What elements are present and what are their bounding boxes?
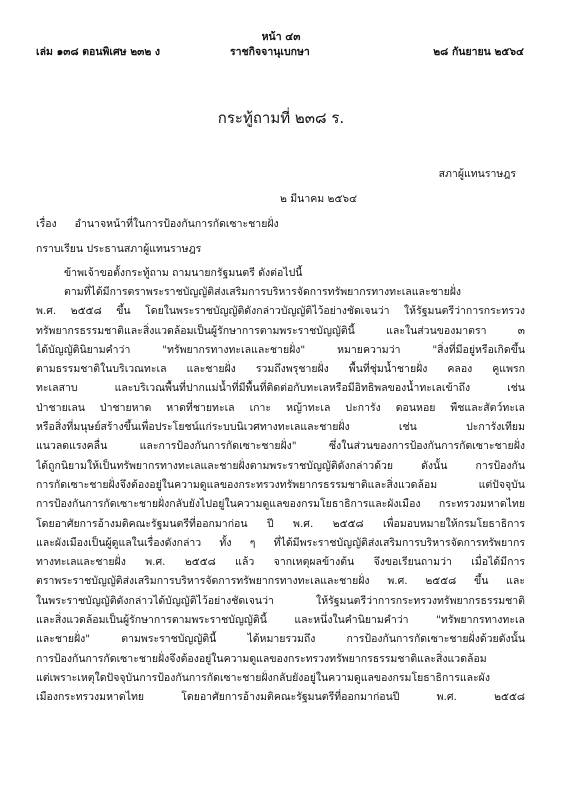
volume-issue: เล่ม ๑๓๘ ตอนพิเศษ ๒๓๒ ง — [36, 46, 161, 58]
body-line: ทะเลสาบ และบริเวณพื้นที่ปากแม่น้ำที่มีพื้นที่ติดต่อกับทะเลหรือมีอิทธิพลของน้ำทะเลเข้าถึง เช่น — [36, 382, 525, 395]
body-line: และสิ่งแวดล้อมเป็นผู้รักษาการตามพระราชบัญญัตินี้ และหนึ่งในคำนิยามคำว่า "ทรัพยากรทางทะเล — [36, 614, 525, 627]
salutation: กราบเรียน ประธานสภาผู้แทนราษฎร — [36, 243, 202, 255]
body-line: การป้องกันการกัดเซาะชายฝั่งจึงต้องอยู่ในความดูแลของกระทรวงทรัพยากรธรรมชาติและสิ่งแวดล้อม — [36, 652, 487, 665]
body-line: การป้องกันการกัดเซาะชายฝั่งกลับยังไปอยู่ในความดูแลของกรมโยธาธิการและผังเมือง กระทรวงมหาดไทย — [36, 498, 525, 511]
body-line: ตามธรรมชาติในบริเวณทะเล และชายฝั่ง รวมถึงพรุชายฝั่ง พื้นที่ชุ่มน้ำชายฝั่ง คลอง คูแพรก — [36, 363, 525, 376]
subject-line — [36, 215, 279, 232]
body-line: เมืองกระทรวงมหาดไทย โดยอาศัยการอ้างมติคณะรัฐมนตรีที่ออกมาก่อนปี พ.ศ. ๒๕๕๘ — [36, 691, 525, 704]
intro-paragraph: ข้าพเจ้าขอตั้งกระทู้ถาม ถามนายกรัฐมนตรี ดังต่อไปนี้ — [64, 267, 303, 279]
body-line: ได้บัญญัตินิยามคำว่า "ทรัพยากรทางทะเลและชายฝั่ง" หมายความว่า "สิ่งที่มีอยู่หรือเกิดขึ้น — [36, 343, 525, 356]
sender: สภาผู้แทนราษฎร — [438, 168, 516, 180]
body-line: หรือสิ่งที่มนุษย์สร้างขึ้นเพื่อประโยชน์แก่ระบบนิเวศทางทะเลและชายฝั่ง เช่น ปะการังเทียม — [36, 421, 525, 434]
body-line: พ.ศ. ๒๕๕๘ ขึ้น โดยในพระราชบัญญัติดังกล่าวบัญญัติไว้อย่างชัดเจนว่า ให้รัฐมนตรีว่าการกระทรวง — [36, 305, 525, 318]
body-line: ตามที่ได้มีการตราพระราชบัญญัติส่งเสริมการบริหารจัดการทรัพยากรทางทะเลและชายฝั่ง — [64, 286, 462, 298]
body-line: ในพระราชบัญญัติดังกล่าวได้บัญญัติไว้อย่างชัดเจนว่า ให้รัฐมนตรีว่าการกระทรวงทรัพยากรธรรมชาติ — [36, 594, 525, 607]
body-line: แต่เพราะเหตุใดปัจจุบันการป้องกันการกัดเซาะชายฝั่งกลับยังอยู่ในความดูแลของกรมโยธาธิการและผัง — [36, 671, 490, 684]
body-line: การกัดเซาะชายฝั่งจึงต้องอยู่ในความดูแลของกระทรวงทรัพยากรธรรมชาติและสิ่งแวดล้อม แต่ปัจจุบัน — [36, 478, 525, 491]
document-date: ๒ มีนาคม ๒๕๖๔ — [280, 193, 358, 205]
body-line: ได้ถูกนิยามให้เป็นทรัพยากรทางทะเลและชายฝั่งตามพระราชบัญญัติดังกล่าวด้วย ดังนั้น การป้องกัน — [36, 459, 525, 472]
body-line: ทางทะเลและชายฝั่ง พ.ศ. ๒๕๕๘ แล้ว จากเหตุผลข้างต้น จึงขอเรียนถามว่า เมื่อได้มีการ — [36, 556, 525, 569]
body-line: ป่าชายเลน ป่าชายหาด หาดที่ชายทะเล เกาะ หญ้าทะเล ปะการัง ดอนหอย พืชและสัตว์ทะเล — [36, 401, 525, 414]
subject-label: เรื่อง — [36, 218, 57, 230]
body-line: และผังเมืองเป็นผู้ดูแลในเรื่องดังกล่าว ทั้ง ๆ ที่ได้มีพระราชบัญญัติส่งเสริมการบริหารจัดการทรัพยากร — [36, 536, 525, 549]
subject-text: อำนาจหน้าที่ในการป้องกันการกัดเซาะชายฝั่ง — [74, 218, 279, 230]
body-line: ทรัพยากรธรรมชาติและสิ่งแวดล้อมเป็นผู้รักษาการตามพระราชบัญญัตินี้ และในส่วนของมาตรา ๓ — [36, 324, 525, 337]
gazette-date: ๒๘ กันยายน ๒๕๖๔ — [433, 46, 524, 58]
document-title: กระทู้ถามที่ ๒๓๘ ร. — [217, 109, 345, 127]
body-paragraph — [36, 283, 525, 708]
body-line: ตราพระราชบัญญัติส่งเสริมการบริหารจัดการทรัพยากรทางทะเลและชายฝั่ง พ.ศ. ๒๕๕๘ ขึ้น และ — [36, 575, 525, 588]
body-line: และชายฝั่ง" ตามพระราชบัญญัตินี้ ได้หมายรวมถึง การป้องกันการกัดเซาะชายฝั่งด้วยดังนั้น — [36, 633, 525, 646]
gazette-name: ราชกิจจานุเบกษา — [230, 46, 310, 58]
body-line: โดยอาศัยการอ้างมติคณะรัฐมนตรีที่ออกมาก่อน ปี พ.ศ. ๒๕๕๘ เพื่อมอบหมายให้กรมโยธาธิการ — [36, 517, 525, 530]
page-number: หน้า ๔๓ — [261, 31, 301, 43]
body-line: แนวลดแรงคลื่น และการป้องกันการกัดเซาะชายฝั่ง" ซึ่งในส่วนของการป้องกันการกัดเซาะชายฝั่ง — [36, 440, 525, 453]
